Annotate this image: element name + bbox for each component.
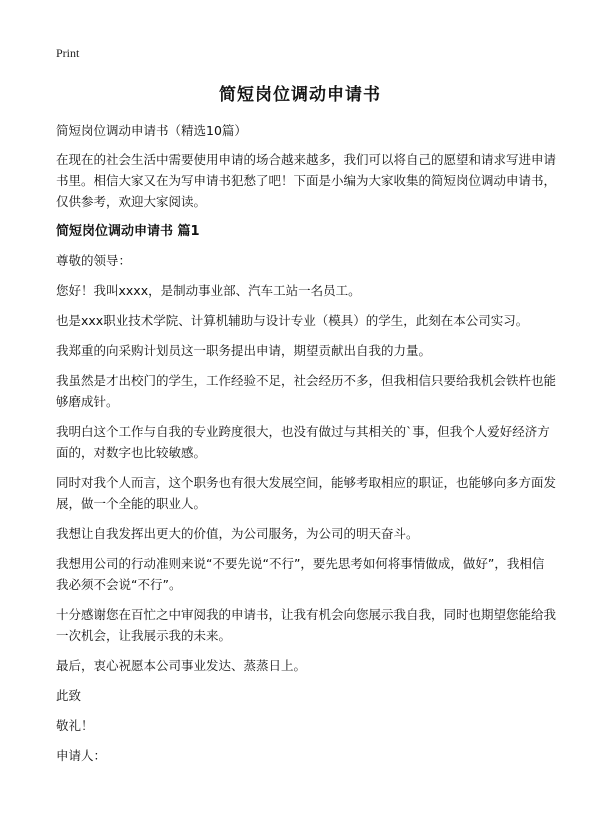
- section-heading: 简短岗位调动申请书 篇1: [56, 224, 200, 239]
- body-paragraph: 我虽然是才出校门的学生，工作经验不足，社会经历不多，但我相信只要给我机会铁杵也能够磨成针。: [56, 373, 557, 409]
- body-paragraph: 我想用公司的行动准则来说“不要先说“不行”，要先思考如何将事情做成，做好”，我相信我必须不会说“不行”。: [56, 556, 545, 592]
- body-paragraph: 我想让自我发挥出更大的价值，为公司服务，为公司的明天奋斗。: [56, 526, 419, 541]
- closing-zhici: 此致: [56, 688, 82, 703]
- salutation: 尊敬的领导：: [56, 253, 132, 268]
- print-label: Print: [56, 46, 80, 60]
- body-paragraph: 同时对我个人而言，这个职务也有很大发展空间，能够考取相应的职证，也能够向多方面发展，做一个全能的职业人。: [56, 475, 557, 511]
- closing-wish: 最后，衷心祝愿本公司事业发达、蒸蒸日上。: [56, 658, 307, 673]
- body-paragraph: 十分感谢您在百忙之中审阅我的申请书，让我有机会向您展示我自我，同时也期望您能给我一次机会，让我展示我的未来。: [56, 607, 557, 643]
- greeting-paragraph: 您好！我叫xxxx，是制动事业部、汽车工站一名员工。: [56, 283, 361, 298]
- document-body: [56, 120, 556, 775]
- body-paragraph: 我明白这个工作与自我的专业跨度很大，也没有做过与其相关的`事，但我个人爱好经济方面的，对数字也比较敏感。: [56, 424, 550, 460]
- intro-paragraph: 在现在的社会生活中需要使用申请的场合越来越多，我们可以将自己的愿望和请求写进申请书里。相信大家又在为写申请书犯愁了吧！下面是小编为大家收集的简短岗位调动申请书，仅供参考，欢迎大家阅读。: [56, 152, 557, 209]
- document-subtitle: 简短岗位调动申请书（精选10篇）: [56, 123, 247, 138]
- document-title: 简短岗位调动申请书: [219, 85, 381, 105]
- applicant-label: 申请人：: [56, 748, 107, 763]
- closing-jingli: 敬礼！: [56, 718, 94, 733]
- body-paragraph: 我郑重的向采购计划员这一职务提出申请，期望贡献出自我的力量。: [56, 343, 432, 358]
- body-paragraph: 也是xxx职业技术学院、计算机辅助与设计专业（模具）的学生，此刻在本公司实习。: [56, 313, 529, 328]
